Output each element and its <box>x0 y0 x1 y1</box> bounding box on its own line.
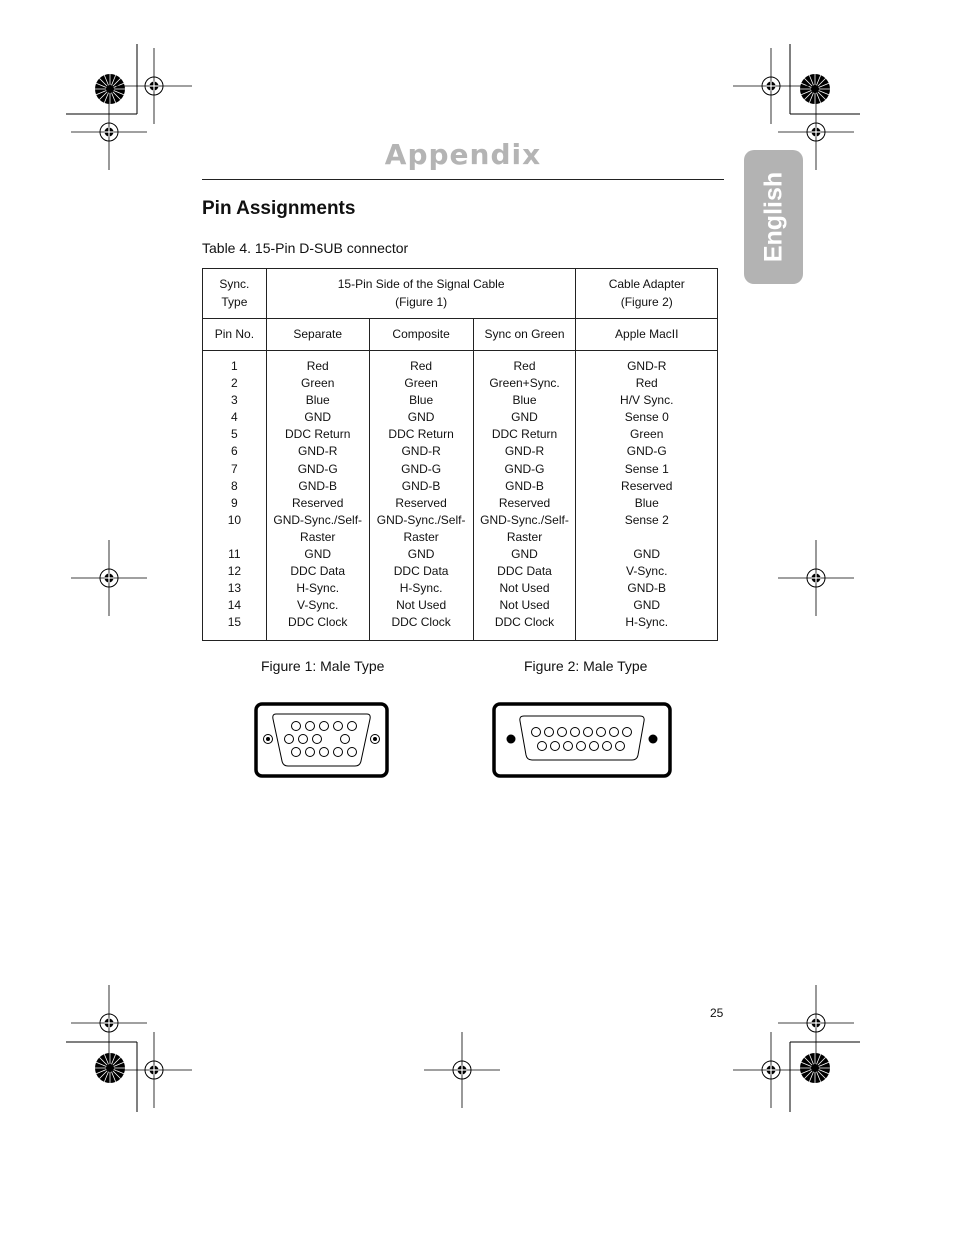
table-cell: DDC Clock <box>391 615 451 630</box>
table-cell: Blue <box>634 495 659 510</box>
table-cell: GND-Sync./Self- <box>376 512 466 527</box>
table-cell: DDC Data <box>290 564 346 579</box>
figure2-connector-illustration <box>492 702 672 778</box>
table-cell: GND-B <box>401 478 441 493</box>
table-cell: Green+Sync. <box>489 376 560 391</box>
column-sync-on-green <box>473 351 576 641</box>
table-cell: DDC Return <box>285 427 351 442</box>
table-cell: H-Sync. <box>399 581 443 596</box>
table-cell: Not Used <box>396 598 447 613</box>
table-cell: H/V Sync. <box>620 393 674 408</box>
table-cell: 3 <box>231 393 238 408</box>
subheader-apple-macii: Apple MacII <box>576 319 718 351</box>
subheader-sync-on-green: Sync on Green <box>473 319 576 351</box>
table-cell: Raster <box>506 529 543 544</box>
table-cell: GND-Sync./Self- <box>273 512 363 527</box>
table-cell: DDC Return <box>491 427 558 442</box>
pin-assignment-table <box>202 268 718 641</box>
table-cell: V-Sync. <box>626 564 668 579</box>
table-cell: GND <box>511 410 538 425</box>
table-cell: Reserved <box>498 495 551 510</box>
table-cell: Green <box>404 376 438 391</box>
page-title: Appendix <box>384 138 542 171</box>
language-side-tab <box>744 150 803 284</box>
table-cell: 6 <box>231 444 238 459</box>
table-cell: 14 <box>227 598 242 613</box>
table-cell: GND <box>633 547 661 562</box>
table-cell: Blue <box>305 393 330 408</box>
table-cell: Not Used <box>499 581 550 596</box>
table-subheader-row <box>203 319 718 351</box>
header-cable-adapter <box>576 269 718 319</box>
table-cell: Raster <box>403 529 439 544</box>
table-cell: GND-R <box>298 444 338 459</box>
table-cell: GND-Sync./Self- <box>480 512 569 527</box>
header-text-line: Sync. <box>219 277 250 292</box>
table-cell: 12 <box>227 564 242 579</box>
table-cell: GND-R <box>401 444 441 459</box>
table-cell: Blue <box>512 393 537 408</box>
table-cell: GND-G <box>297 461 338 476</box>
header-text-line: (Figure 2) <box>620 294 673 309</box>
table-cell: Green <box>630 427 664 442</box>
header-text-line: Cable Adapter <box>608 277 685 292</box>
table-cell: 15 <box>227 615 242 630</box>
header-signal-cable <box>266 269 576 319</box>
table-cell: V-Sync. <box>297 598 339 613</box>
header-text-line: (Figure 1) <box>395 294 448 309</box>
table-cell <box>205 529 264 546</box>
table-cell: 1 <box>231 359 238 373</box>
table-cell: GND-B <box>298 478 338 493</box>
header-text-line: 15-Pin Side of the Signal Cable <box>337 277 505 292</box>
table-cell: GND <box>407 547 435 562</box>
table-cell <box>578 529 715 546</box>
table-cell: GND-B <box>505 478 544 493</box>
column-composite <box>369 351 473 641</box>
table-cell: 13 <box>227 581 242 596</box>
table-cell: Red <box>306 359 329 373</box>
table-cell: DDC Clock <box>494 615 555 630</box>
table-cell: DDC Data <box>497 564 552 579</box>
table-cell: Not Used <box>499 598 550 613</box>
table-cell: GND <box>511 547 538 562</box>
table-cell: Reserved <box>292 495 344 510</box>
table-cell: 7 <box>231 461 238 476</box>
table-cell: GND-G <box>626 444 667 459</box>
table-cell: Raster <box>300 529 336 544</box>
table-cell: Red <box>410 359 433 373</box>
language-side-tab-label: English <box>759 171 787 263</box>
table-cell: Blue <box>409 393 434 408</box>
table-cell: 4 <box>231 410 238 425</box>
table-cell: H-Sync. <box>296 581 340 596</box>
table-cell: 5 <box>231 427 238 442</box>
table-cell: Reserved <box>395 495 447 510</box>
table-cell: Green <box>301 376 335 391</box>
header-sync-type <box>203 269 267 319</box>
column-separate <box>266 351 369 641</box>
table-cell: GND <box>633 598 661 613</box>
figure1-connector-illustration <box>254 702 389 778</box>
table-body-row <box>203 351 718 641</box>
table-cell: Sense 2 <box>624 512 669 527</box>
table-cell: DDC Return <box>388 427 454 442</box>
column-pin-no <box>203 351 267 641</box>
table-cell: Red <box>635 376 658 391</box>
table-caption: Table 4. 15-Pin D-SUB connector <box>202 240 409 256</box>
table-cell: Sense 0 <box>624 410 669 425</box>
column-apple-macii <box>576 351 718 641</box>
table-cell: Red <box>513 359 536 373</box>
table-cell: 11 <box>228 547 241 562</box>
table-cell: GND-R <box>627 359 667 373</box>
title-divider <box>202 179 724 180</box>
table-cell: GND-G <box>401 461 442 476</box>
table-cell: 2 <box>231 376 238 391</box>
table-cell: GND <box>407 410 435 425</box>
table-cell: Reserved <box>621 478 673 493</box>
table-cell: GND <box>304 547 332 562</box>
table-cell: 8 <box>231 478 238 493</box>
section-heading: Pin Assignments <box>202 198 356 219</box>
table-cell: Sense 1 <box>624 461 669 476</box>
table-cell: DDC Clock <box>288 615 348 630</box>
subheader-pin-no: Pin No. <box>203 319 267 351</box>
table-cell: 9 <box>231 495 238 510</box>
table-header-row <box>203 269 718 319</box>
table-cell: 10 <box>227 512 242 527</box>
table-cell: GND <box>304 410 332 425</box>
table-cell: GND-R <box>504 444 545 459</box>
figure2-caption: Figure 2: Male Type <box>524 658 648 674</box>
table-cell: GND-G <box>504 461 545 476</box>
table-cell: H-Sync. <box>625 615 669 630</box>
figure1-caption: Figure 1: Male Type <box>261 658 385 674</box>
page-number: 25 <box>710 1006 724 1020</box>
subheader-composite: Composite <box>369 319 473 351</box>
subheader-separate: Separate <box>266 319 369 351</box>
header-text-line: Type <box>221 294 248 309</box>
table-cell: GND-B <box>627 581 667 596</box>
table-cell: DDC Data <box>393 564 449 579</box>
